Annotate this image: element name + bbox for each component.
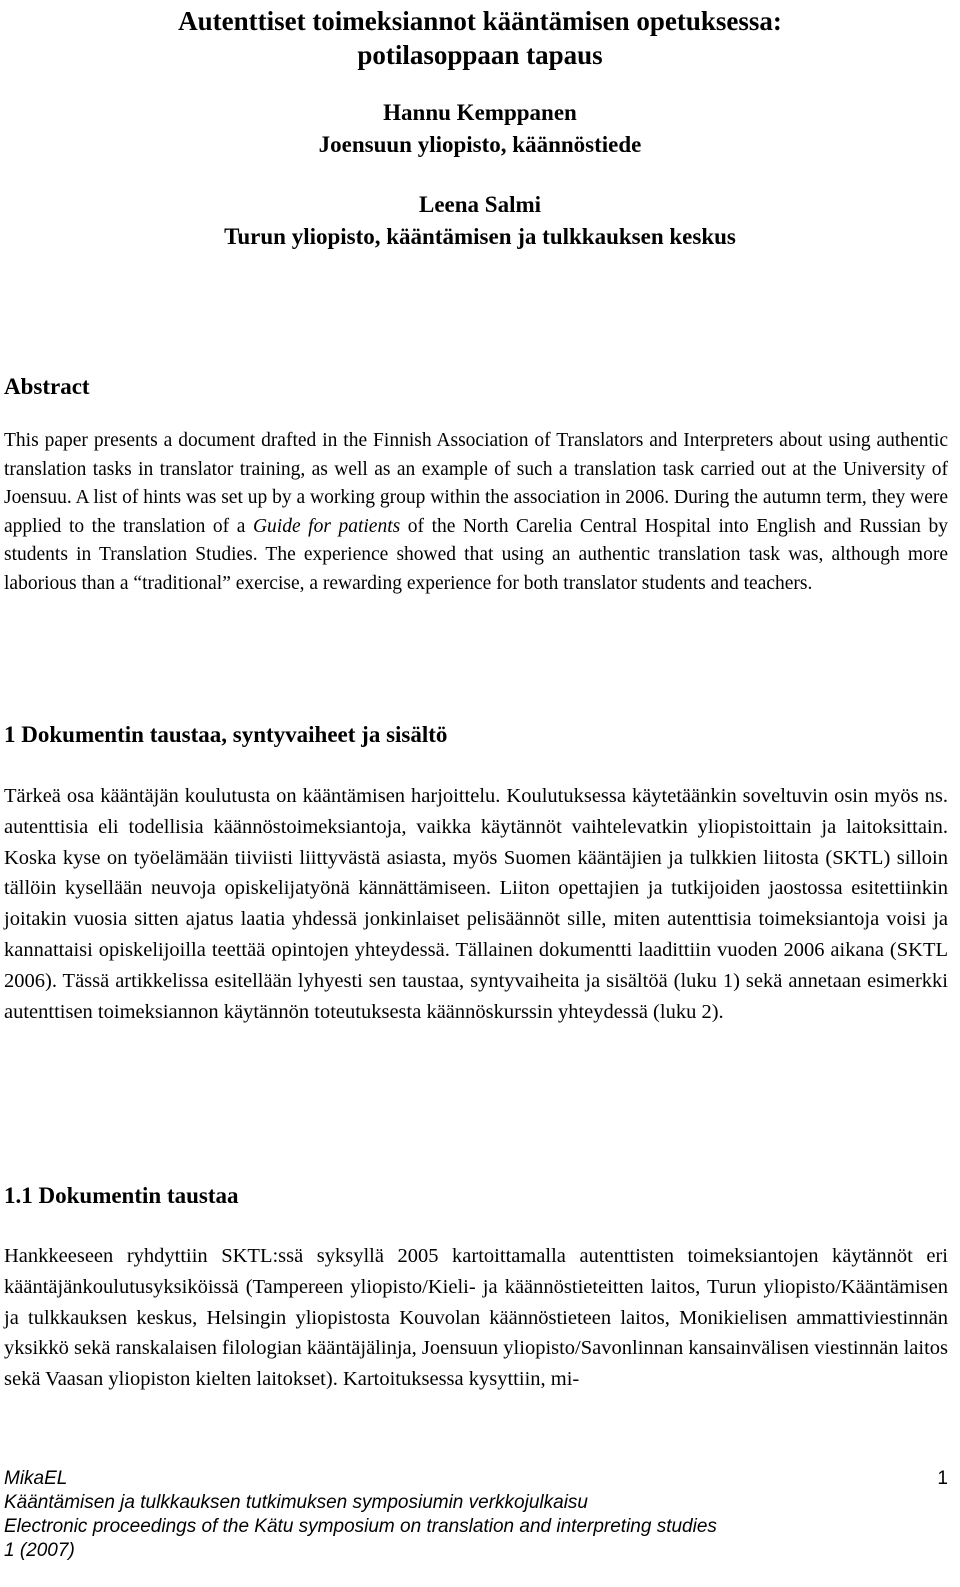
author-name: Leena Salmi [418, 192, 542, 217]
section-1-text: Tärkeä osa kääntäjän koulutusta on kääntämisen harjoittelu. Koulutuksessa käytetäänkin soveltuvin osin myös ns. autenttisia eli todellisia käännöstoimeksiantoja, vaikka käytännöt vaihtelevatkin yliopistoittain ja laitoksittain. Koska kyse on työelämään tiiviisti liittyvästä asiasta, myös Suomen kääntäjien ja tulkkien liitosta (SKTL) silloin tällöin kysellään neuvoja opiskelijatyönä kännättämiseen. Liiton opettajien ja tutkijoiden jaostossa esitettiinkin joitakin vuosia sitten ajatus laatia yhdessä jonkinlaiset pelisäännöt sille, miten autenttisia toimeksiantoja voisi ja kannattaisi opiskelijoilla teettää opintojen yhteydessä. Tällainen dokumentti laadittiin vuoden 2006 aikana (SKTL 2006). Tässä artikkelissa esitellään lyhyesti sen taustaa, syntyvaiheita ja sisältöä (luku 1) sekä annetaan esimerkki autenttisen toimeksiannon käytännön toteutuksesta käännöskurssin yhteydessä (luku 2). [4, 785, 948, 1023]
abstract-text-part-1: This paper presents a document drafted in the Finnish Association of Translators and Interpreters about using authentic translation tasks in translator training, as well as an example of such a translation task carried out at the University of Joensuu. A list of hints was set up by a working group within the association in 2006. During the autumn term, they were applied to the translation of a [4, 430, 948, 537]
paper-title [0, 4, 960, 72]
footer-subtitle-en: Electronic proceedings of the Kätu symposium on translation and interpreting studies [4, 1516, 717, 1537]
abstract-text-part-2: of the North Carelia Central Hospital into English and Russian by students in Translation Studies. The experience showed that using an authentic translation task was, although more laborious than a “traditional” exercise, a rewarding experience for both translator students and teachers. [4, 515, 948, 594]
footer-subtitle-fi: Kääntämisen ja tulkkauksen tutkimuksen symposiumin verkkojulkaisu [4, 1492, 588, 1513]
abstract-heading: Abstract [4, 374, 90, 399]
section-1-1-heading: 1.1 Dokumentin taustaa [4, 1183, 239, 1208]
author-affiliation: Joensuun yliopisto, käännöstiede [318, 132, 642, 157]
section-1-heading: 1 Dokumentin taustaa, syntyvaiheet ja sisältö [4, 722, 448, 747]
title-line-1: Autenttiset toimeksiannot kääntämisen opetuksessa: [178, 6, 782, 36]
abstract-italic-title: Guide for patients [252, 515, 401, 537]
author-block-2 [0, 189, 960, 253]
footer-volume: 1 (2007) [4, 1540, 75, 1561]
author-block-1 [0, 97, 960, 161]
section-1-1-text: Hankkeeseen ryhdyttiin SKTL:ssä syksyllä 2005 kartoittamalla autenttisten toimeksiantojen käytännöt eri kääntäjänkoulutusyksiköissä (Tampereen yliopisto/Kieli- ja käännöstieteitten laitos, Turun yliopisto/Kääntämisen ja tulkkauksen keskus, Helsingin yliopistosta Kouvolan käännöstieteen laitos, Monikielisen ammattiviestinnän yksikkö sekä ranskalaisen filologian kääntäjälinja, Joensuun yliopisto/Savonlinnan kansainvälisen viestinnän laitos sekä Vaasan yliopiston kielten laitokset). Kartoituksessa kysyttiin, mi- [4, 1245, 948, 1391]
author-name: Hannu Kemppanen [383, 100, 577, 125]
title-line-2: potilasoppaan tapaus [357, 40, 603, 70]
abstract-text [4, 427, 948, 599]
author-affiliation: Turun yliopisto, kääntämisen ja tulkkauksen keskus [224, 224, 736, 249]
page-footer [4, 1467, 948, 1563]
page-number: 1 [937, 1468, 948, 1489]
footer-journal: MikaEL [4, 1468, 68, 1489]
